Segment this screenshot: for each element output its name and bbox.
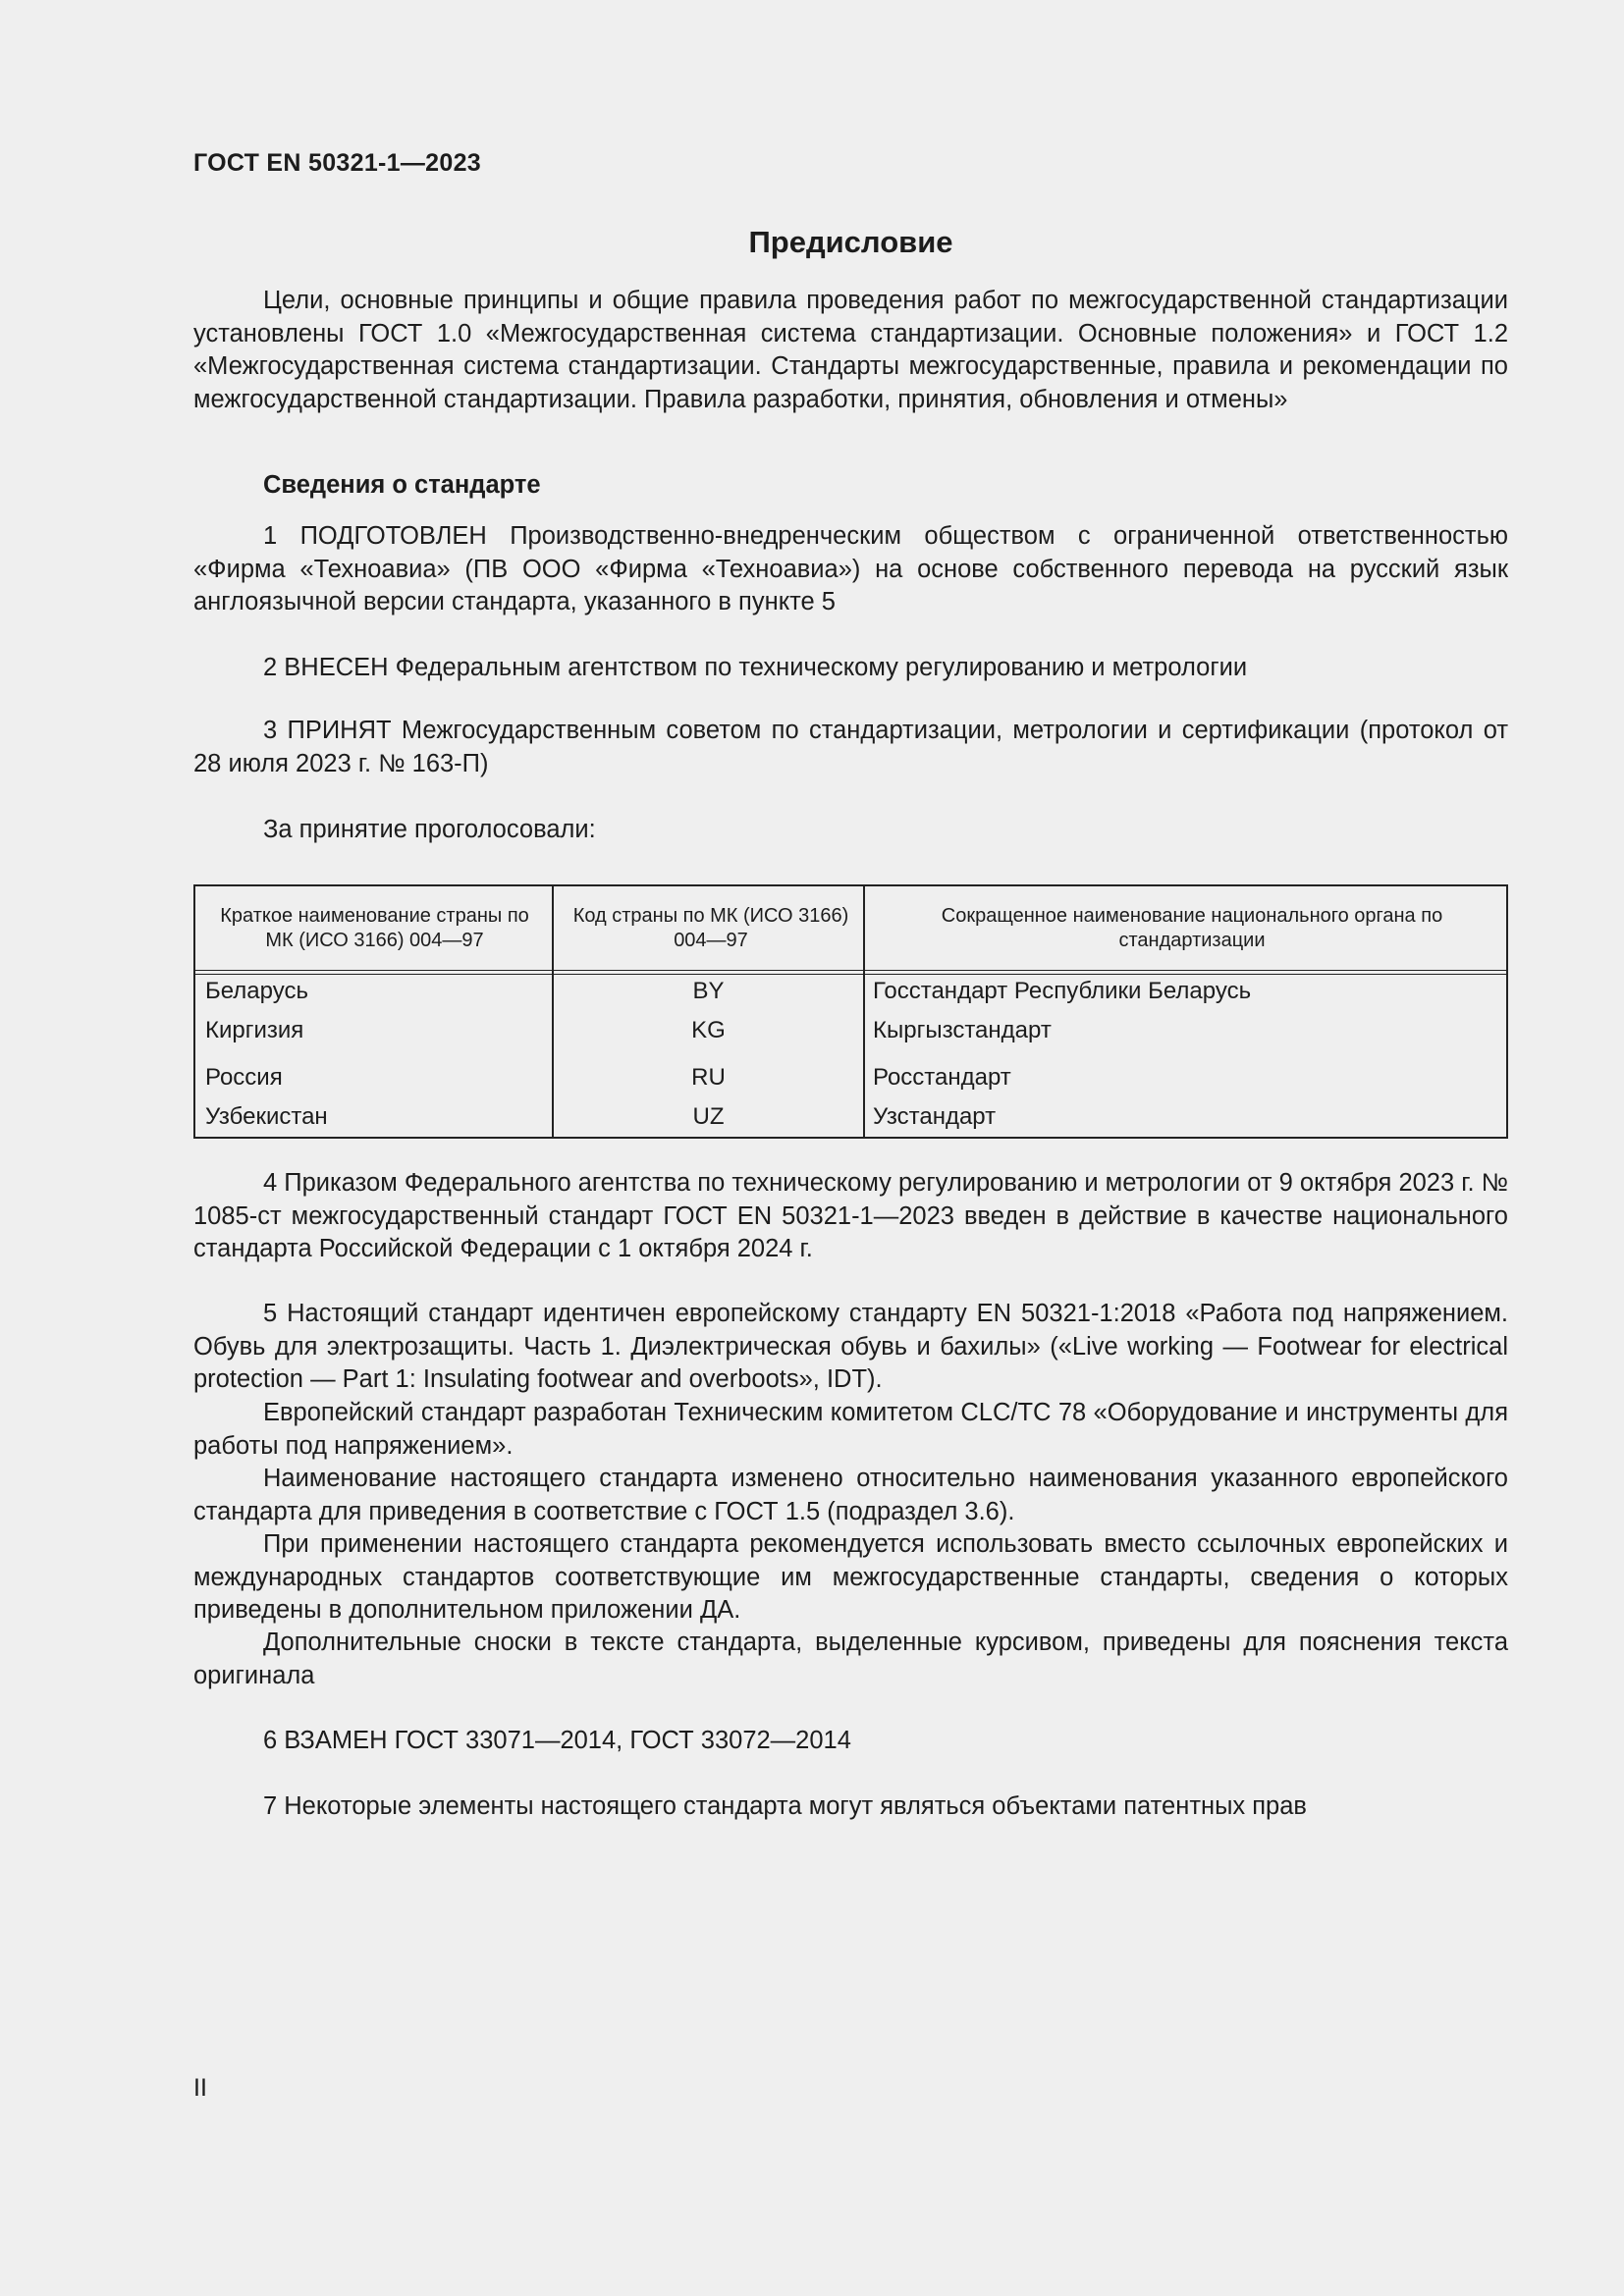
item-7-paragraph: 7 Некоторые элементы настоящего стандарта могут являться объектами патентных прав	[263, 1792, 1307, 1820]
table-cell-body: Кыргызстандарт	[873, 1017, 1052, 1043]
table-cell-body: Узстандарт	[873, 1103, 997, 1130]
table-column-divider	[552, 886, 554, 1137]
table-cell-body: Госстандарт Республики Беларусь	[873, 978, 1252, 1004]
table-column-divider	[863, 886, 865, 1137]
document-header: ГОСТ EN 50321-1—2023	[193, 149, 481, 177]
table-header-divider	[195, 974, 1506, 975]
voting-countries-table	[193, 884, 1508, 1139]
table-cell-country: Беларусь	[205, 978, 308, 1004]
table-cell-country: Узбекистан	[205, 1103, 328, 1130]
table-cell-code: RU	[691, 1064, 726, 1091]
table-header-country: Краткое наименование страны по МК (ИСО 3166) 004—97	[220, 905, 529, 951]
item-5-paragraph-3: Наименование настоящего стандарта изменено относительно наименования указанного европейского стандарта для приведения в соответствие с ГОСТ 1.5 (подраздел 3.6).	[193, 1465, 1508, 1525]
table-cell-body: Росстандарт	[873, 1064, 1011, 1091]
item-5-paragraph: 5 Настоящий стандарт идентичен европейскому стандарту EN 50321-1:2018 «Работа под напряжением. Обувь для электрозащиты. Часть 1. Диэлектрическая обувь и бахилы» («Live working — Footwear for electrical protection — Part 1: Insulating footwear and overboots», IDT).	[193, 1300, 1508, 1393]
item-2-paragraph: 2 ВНЕСЕН Федеральным агентством по техническому регулированию и метрологии	[263, 654, 1248, 681]
table-header-divider	[195, 970, 1506, 971]
table-cell-country: Россия	[205, 1064, 283, 1091]
item-4-paragraph: 4 Приказом Федерального агентства по техническому регулированию и метрологии от 9 октября 2023 г. № 1085-ст межгосударственный стандарт ГОСТ EN 50321-1—2023 введен в действие в качестве национального стандарта Российской Федерации с 1 октября 2024 г.	[193, 1169, 1508, 1262]
item-5-paragraph-5: Дополнительные сноски в тексте стандарта, выделенные курсивом, приведены для пояснения текста оригинала	[193, 1629, 1508, 1689]
table-header-code: Код страны по МК (ИСО 3166) 004—97	[572, 905, 849, 951]
intro-paragraph: Цели, основные принципы и общие правила проведения работ по межгосударственной стандартизации установлены ГОСТ 1.0 «Межгосударственная система стандартизации. Основные положения» и ГОСТ 1.2 «Межгосударственная система стандартизации. Стандарты межгосударственные, правила и рекомендации по межгосударственной стандартизации. Правила разработки, принятия, обновления и отмены»	[193, 287, 1508, 413]
item-1-paragraph: 1 ПОДГОТОВЛЕН Производственно-внедренческим обществом с ограниченной ответственностью «Фирма «Техноавиа» (ПВ ООО «Фирма «Техноавиа») на основе собственного перевода на русский язык англоязычной версии стандарта, указанного в пункте 5	[193, 522, 1508, 615]
table-header-body: Сокращенное наименование национального органа по стандартизации	[941, 905, 1443, 951]
table-cell-code: BY	[692, 978, 725, 1004]
page-number: II	[193, 2074, 207, 2102]
item-3-paragraph: 3 ПРИНЯТ Межгосударственным советом по стандартизации, метрологии и сертификации (протокол от 28 июля 2023 г. № 163-П)	[193, 717, 1508, 777]
table-cell-code: KG	[691, 1017, 726, 1043]
item-5-paragraph-2: Европейский стандарт разработан Техническим комитетом CLC/TC 78 «Оборудование и инструменты для работы под напряжением».	[193, 1399, 1508, 1460]
item-6-paragraph: 6 ВЗАМЕН ГОСТ 33071—2014, ГОСТ 33072—2014	[263, 1727, 851, 1754]
table-cell-code: UZ	[692, 1103, 725, 1130]
section-subheading: Сведения о стандарте	[263, 471, 541, 499]
page-title: Предисловие	[748, 225, 953, 259]
table-cell-country: Киргизия	[205, 1017, 304, 1043]
voted-label: За принятие проголосовали:	[263, 816, 596, 843]
item-5-paragraph-4: При применении настоящего стандарта рекомендуется использовать вместо ссылочных европейских и международных стандартов соответствующие им межгосударственные стандарты, сведения о которых приведены в дополнительном приложении ДА.	[193, 1530, 1508, 1624]
